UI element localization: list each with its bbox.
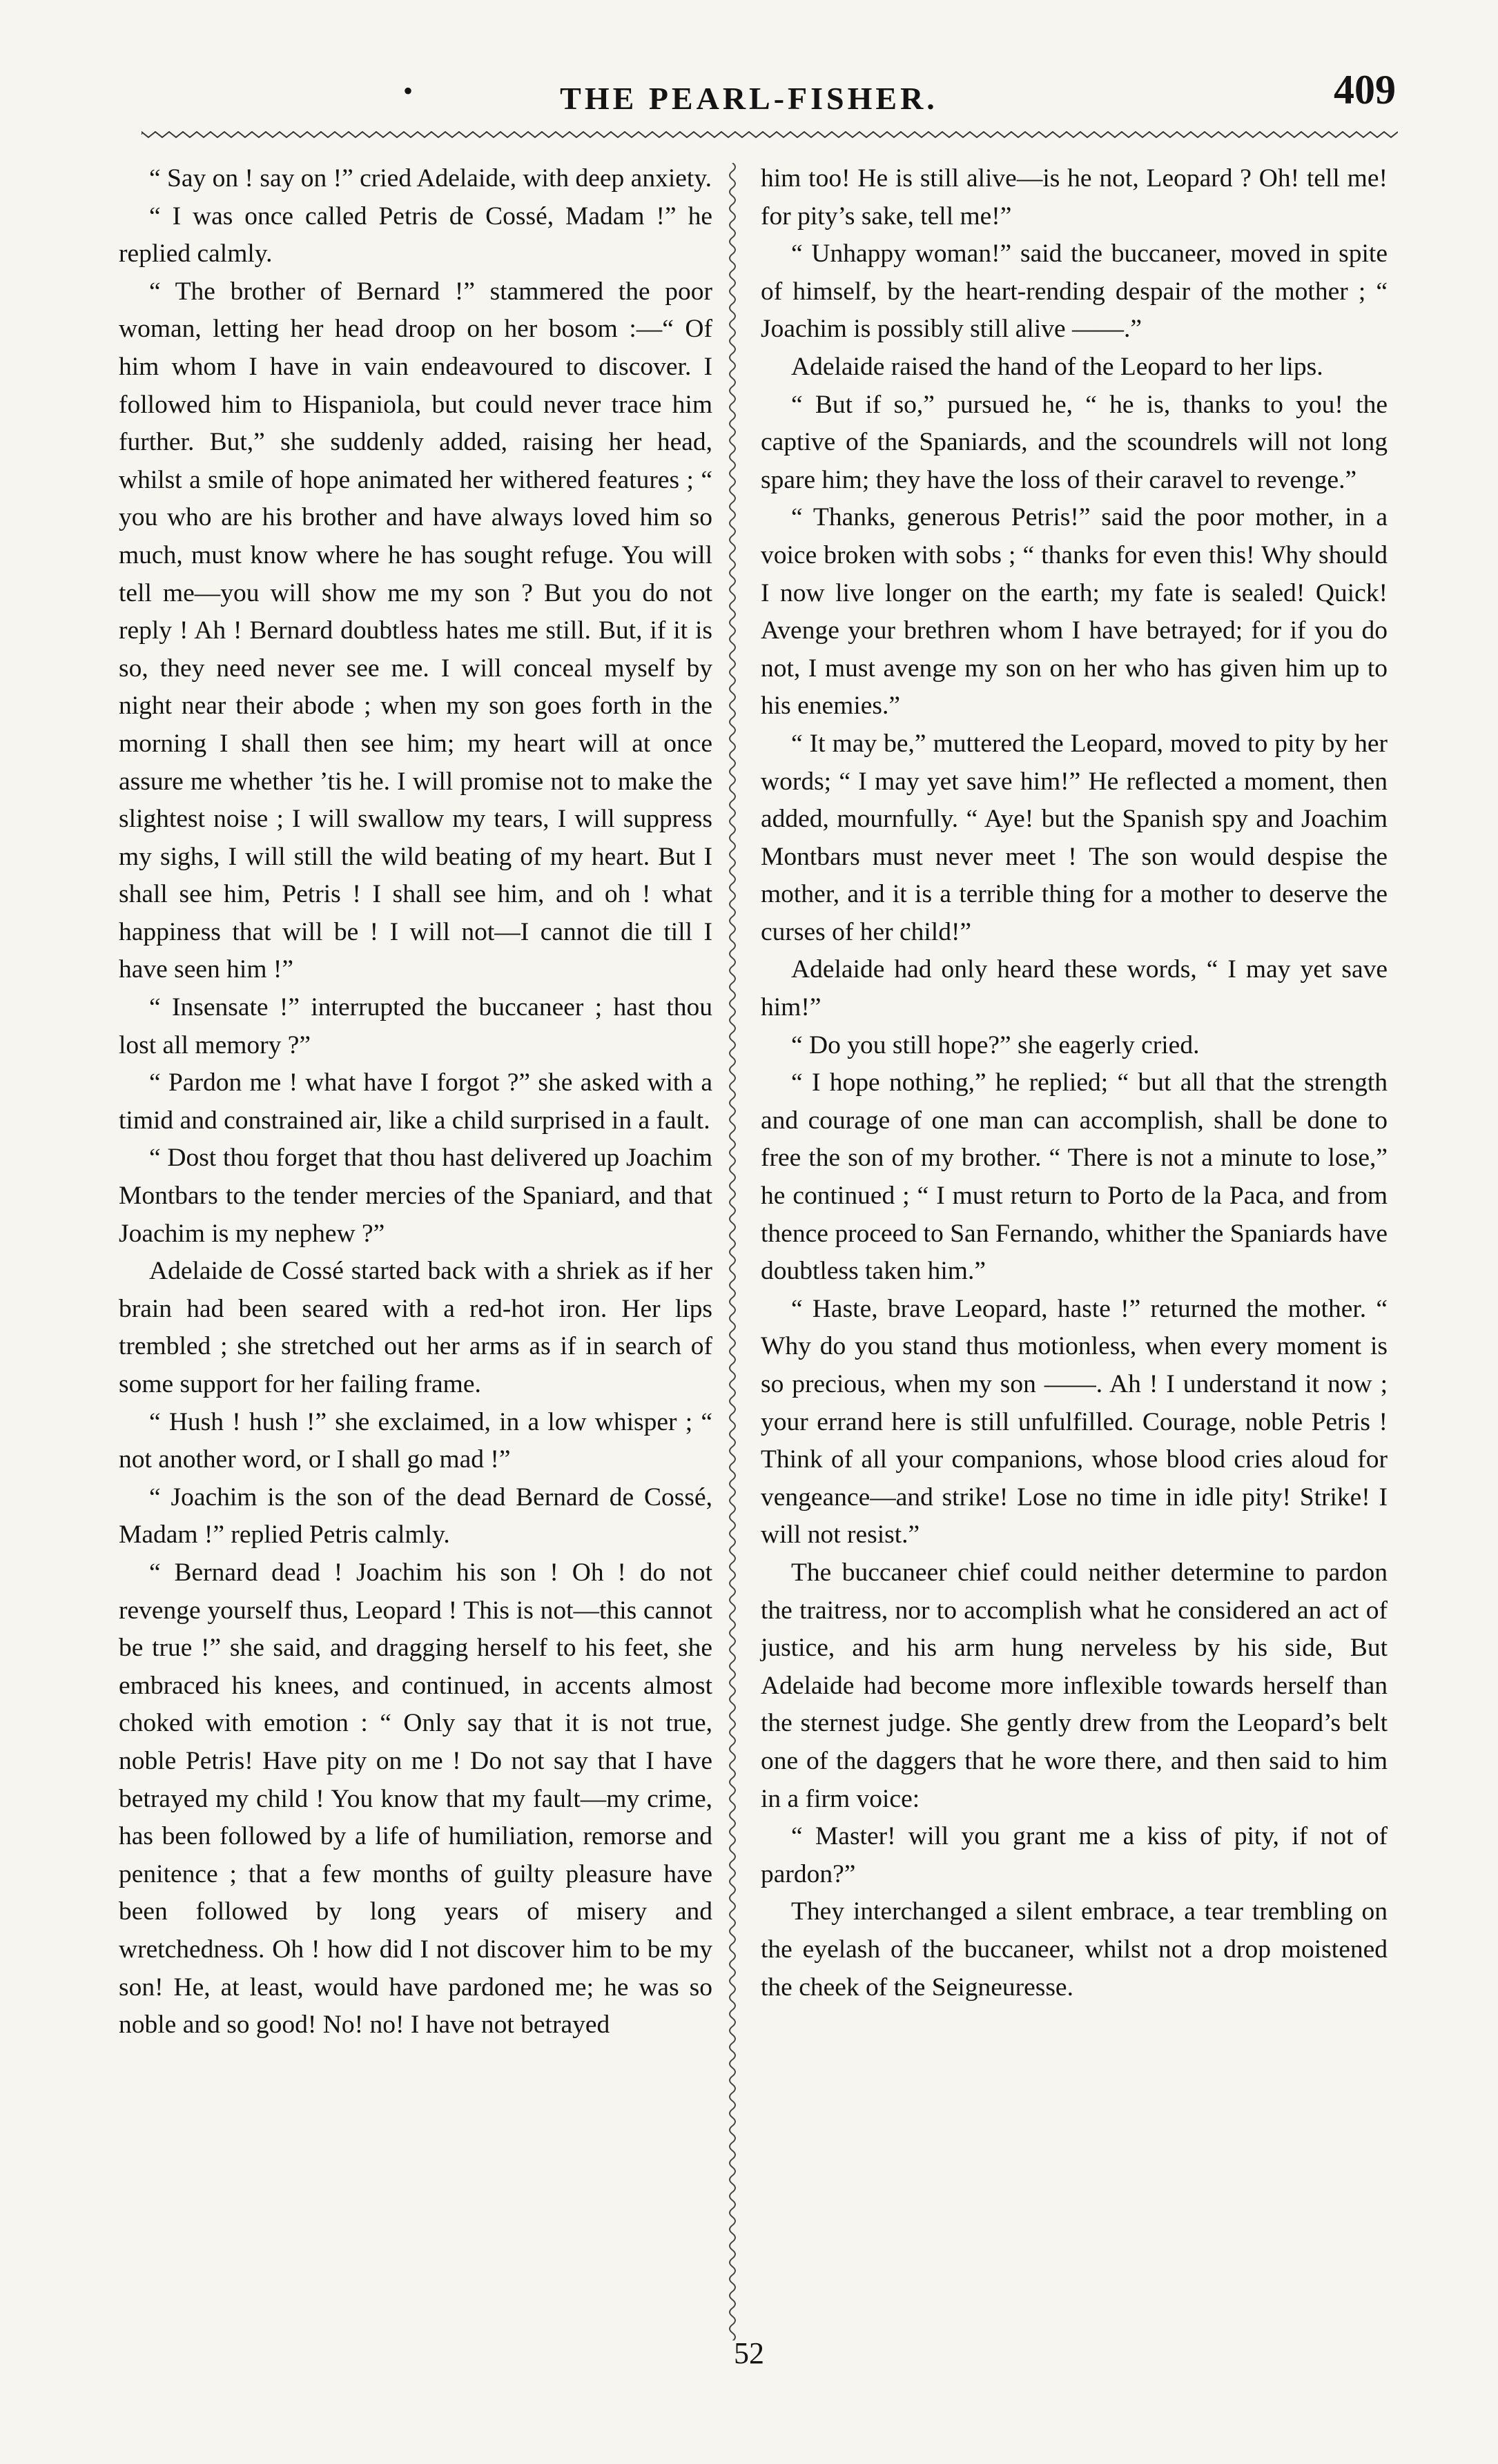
paragraph: “ Thanks, generous Petris!” said the poor mother, in a voice broken with sobs ; “ thanks for even this! Why should I now live longer on the earth; my fate is sealed! Quick! Avenge your brethren whom I have betrayed; for if you do not, I must avenge my son on her who has given him up to his enemies.” — [761, 503, 1388, 721]
paragraph: “ Say on ! say on !” cried Adelaide, with deep anxiety. — [149, 164, 712, 193]
running-title: THE PEARL-FISHER. — [560, 81, 938, 116]
paragraph: “ Joachim is the son of the dead Bernard de Cossé, Madam !” replied Petris calmly. — [119, 1483, 712, 1549]
header-wavy-rule — [142, 130, 1398, 139]
paragraph: They interchanged a silent embrace, a tear trembling on the eyelash of the buccaneer, whilst not a drop moistened the cheek of the Seigneuresse. — [761, 1897, 1388, 2002]
paragraph: The buccaneer chief could neither determine to pardon the traitress, nor to accomplish what he considered an act of justice, and his arm hung nerveless by his side, But Adelaide had become more inflexible towards herself than the sternest judge. She gently drew from the Leopard’s belt one of the daggers that he wore there, and then said to him in a firm voice: — [761, 1558, 1388, 1813]
paragraph: “ Pardon me ! what have I forgot ?” she asked with a timid and constrained air, like a child surprised in a fault. — [119, 1068, 712, 1135]
signature-mark: 52 — [734, 2336, 764, 2370]
left-text-column — [119, 160, 712, 2044]
paragraph: Adelaide raised the hand of the Leopard to her lips. — [791, 352, 1323, 381]
column-divider — [725, 163, 740, 2340]
paragraph: “ But if so,” pursued he, “ he is, thanks to you! the captive of the Spaniards, and the scoundrels will not long spare him; they have the loss of their caravel to revenge.” — [761, 390, 1388, 494]
paragraph: “ I was once called Petris de Cossé, Madam !” he replied calmly. — [119, 202, 712, 268]
paragraph: “ Hush ! hush !” she exclaimed, in a low whisper ; “ not another word, or I shall go mad !” — [119, 1407, 712, 1474]
paragraph: “ Unhappy woman!” said the buccaneer, moved in spite of himself, by the heart-rending despair of the mother ; “ Joachim is possibly still alive ——.” — [761, 239, 1388, 344]
paragraph: “ Dost thou forget that thou hast delivered up Joachim Montbars to the tender mercies of the Spaniard, and that Joachim is my nephew ?” — [119, 1144, 712, 1248]
page-header — [0, 0, 1498, 117]
paragraph: “ Master! will you grant me a kiss of pity, if not of pardon?” — [761, 1822, 1388, 1888]
paragraph: “ Do you still hope?” she eagerly cried. — [791, 1030, 1200, 1059]
page-number: 409 — [1334, 67, 1396, 113]
paragraph: “ Insensate !” interrupted the buccaneer ; hast thou lost all memory ?” — [119, 993, 712, 1059]
header-dot-mark: • — [403, 75, 414, 106]
right-text-column — [761, 160, 1388, 2006]
paragraph: “ It may be,” muttered the Leopard, moved to pity by her words; “ I may yet save him!” He reflected a moment, then added, mournfully. “ Aye! but the Spanish spy and Joachim Montbars must never meet ! The son would despise the mother, and it is a terrible thing for a mother to deserve the curses of her child!” — [761, 729, 1388, 946]
paragraph: Adelaide de Cossé started back with a shriek as if her brain had been seared with a red-hot iron. Her lips trembled ; she stretched out her arms as if in search of some support for her failing frame. — [119, 1257, 712, 1398]
paragraph: “ I hope nothing,” he replied; “ but all that the strength and courage of one man can accomplish, shall be done to free the son of my brother. “ There is not a minute to lose,” he continued ; “ I must return to Porto de la Paca, and from thence proceed to San Fernando, whither the Spaniards have doubtless taken him.” — [761, 1068, 1388, 1286]
paragraph: “ The brother of Bernard !” stammered the poor woman, letting her head droop on her bosom :—“ Of him whom I have in vain endeavoured to discover. I followed him to Hispaniola, but could never trace him further. But,” she suddenly added, raising her head, whilst a smile of hope animated her withered features ; “ you who are his brother and have always loved him so much, must know where he has sought refuge. You will tell me—you will show me my son ? But you do not reply ! Ah ! Bernard doubtless hates me still. But, if it is so, they need never see me. I will conceal myself by night near their abode ; when my son goes forth in the morning I shall then see him; my heart will at once assure me whether ’tis he. I will promise not to make the slightest noise ; I will swallow my tears, I will suppress my sighs, I will still the wild beating of my heart. But I shall see him, Petris ! I shall see him, and oh ! what happiness that will be ! I will not—I cannot die till I have seen him !” — [119, 277, 712, 984]
paragraph: Adelaide had only heard these words, “ I may yet save him!” — [761, 955, 1388, 1022]
paragraph: him too! He is still alive—is he not, Leopard ? Oh! tell me! for pity’s sake, tell me!” — [761, 164, 1388, 231]
paragraph: “ Bernard dead ! Joachim his son ! Oh ! do not revenge yourself thus, Leopard ! This is not—this cannot be true !” she said, and dragging herself to his feet, she embraced his knees, and continued, in accents almost choked with emotion : “ Only say that it is not true, noble Petris! Have pity on me ! Do not say that I have betrayed my child ! You know that my fault—my crime, has been followed by a life of humiliation, remorse and penitence ; that a few months of guilty pleasure have been followed by long years of misery and wretchedness. Oh ! how did I not discover him to be my son! He, at least, would have pardoned me; he was so noble and so good! No! no! I have not betrayed — [119, 1558, 712, 2040]
paragraph: “ Haste, brave Leopard, haste !” returned the mother. “ Why do you stand thus motionless, when every moment is so precious, when my son ——. Ah ! I understand it now ; your errand here is still unfulfilled. Courage, noble Petris ! Think of all your companions, whose blood cries aloud for vengeance—and strike! Lose no time in idle pity! Strike! I will not resist.” — [761, 1294, 1388, 1549]
